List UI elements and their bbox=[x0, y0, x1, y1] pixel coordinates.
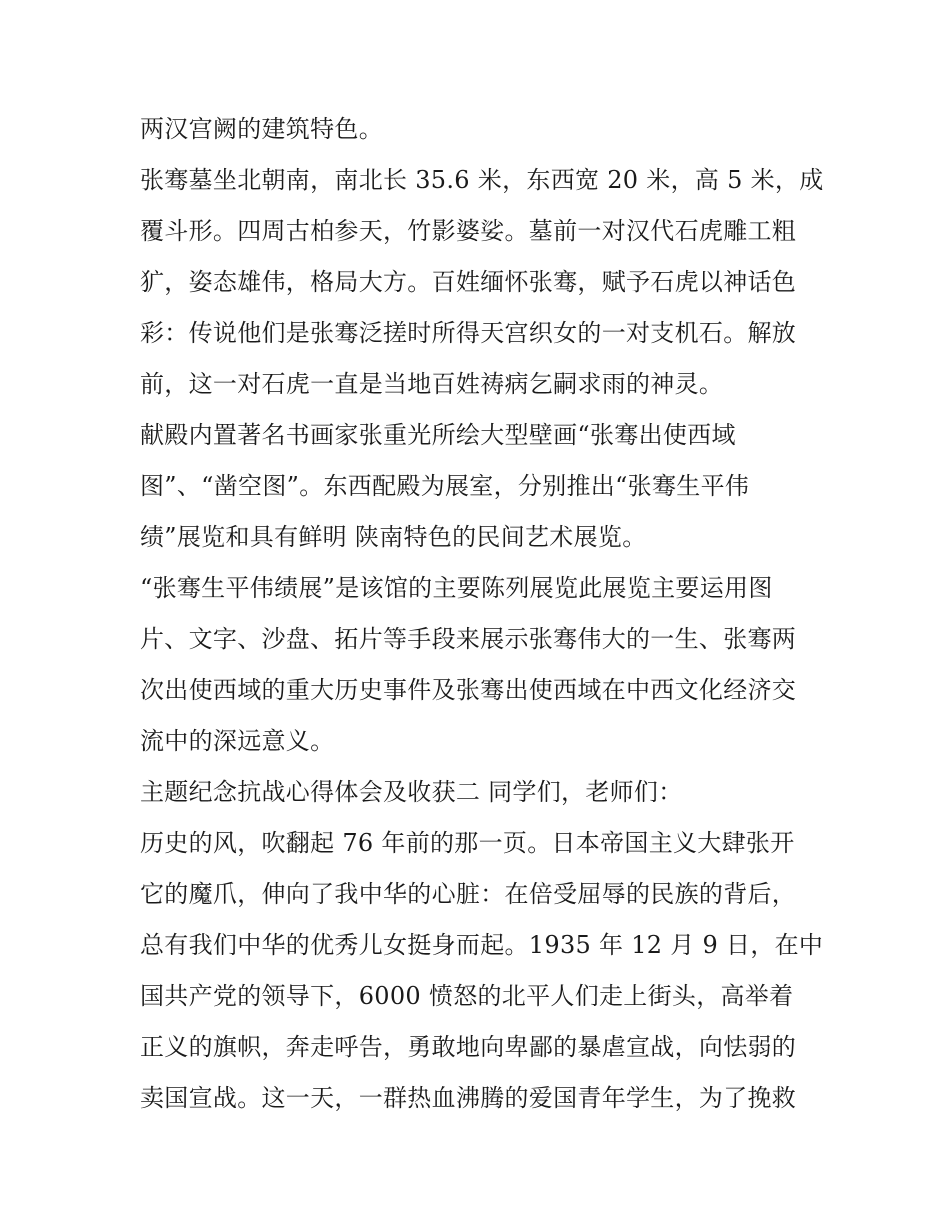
text-line: 主题纪念抗战心得体会及收获二 同学们，老师们： bbox=[140, 778, 683, 806]
text-line: 覆斗形。四周古柏参天，竹影婆娑。墓前一对汉代石虎雕工粗 bbox=[140, 217, 797, 245]
text-line: 献殿内置著名书画家张重光所绘大型壁画“张骞出使西域 bbox=[140, 421, 736, 449]
text-line: 两汉宫阙的建筑特色。 bbox=[140, 115, 383, 143]
text-line: 片、文字、沙盘、拓片等手段来展示张骞伟大的一生、张骞两 bbox=[140, 625, 797, 653]
text-line: 正义的旗帜，奔走呼告，勇敢地向卑鄙的暴虐宣战，向怯弱的 bbox=[140, 1033, 797, 1061]
text-line: 总有我们中华的优秀儿女挺身而起。1935 年 12 月 9 日，在中 bbox=[140, 931, 824, 959]
text-line: 彩：传说他们是张骞泛搓时所得天宫织女的一对支机石。解放 bbox=[140, 319, 797, 347]
text-line: 它的魔爪，伸向了我中华的心脏：在倍受屈辱的民族的背后， bbox=[140, 880, 797, 908]
text-line: 次出使西域的重大历史事件及张骞出使西域在中西文化经济交 bbox=[140, 676, 797, 704]
text-line: 犷，姿态雄伟，格局大方。百姓缅怀张骞，赋予石虎以神话色 bbox=[140, 268, 797, 296]
text-line: 绩”展览和具有鲜明 陕南特色的民间艺术展览。 bbox=[140, 523, 647, 551]
text-line: “张骞生平伟绩展”是该馆的主要陈列展览此展览主要运用图 bbox=[140, 574, 773, 602]
document-body bbox=[140, 104, 824, 1124]
text-line: 国共产党的领导下，6000 愤怒的北平人们走上街头，高举着 bbox=[140, 982, 794, 1010]
text-line: 图”、“凿空图”。东西配殿为展室，分别推出“张骞生平伟 bbox=[140, 472, 750, 500]
text-line: 历史的风，吹翻起 76 年前的那一页。日本帝国主义大肆张开 bbox=[140, 829, 795, 857]
text-line: 流中的深远意义。 bbox=[140, 727, 335, 755]
text-line: 张骞墓坐北朝南，南北长 35.6 米，东西宽 20 米，高 5 米，成 bbox=[140, 166, 824, 194]
text-line: 前，这一对石虎一直是当地百姓祷病乞嗣求雨的神灵。 bbox=[140, 370, 724, 398]
text-line: 卖国宣战。这一天，一群热血沸腾的爱国青年学生，为了挽救 bbox=[140, 1084, 797, 1112]
